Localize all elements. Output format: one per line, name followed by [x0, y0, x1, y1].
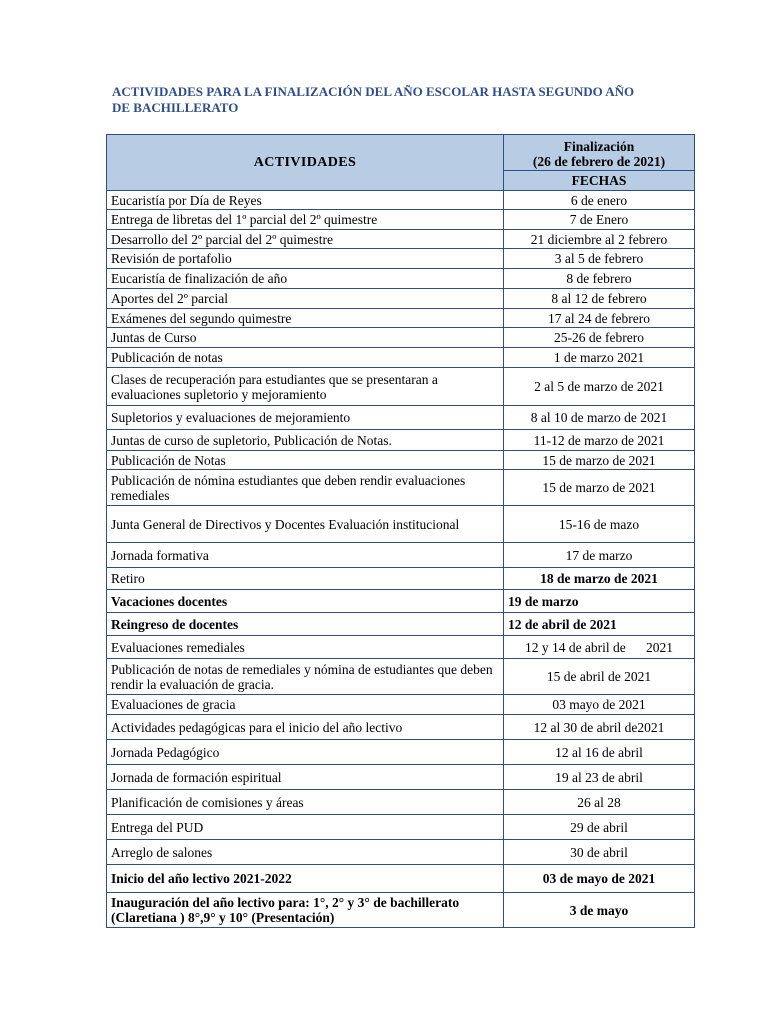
activity-cell: Vacaciones docentes	[107, 590, 504, 613]
activity-cell: Jornada Pedagógico	[107, 740, 504, 765]
date-cell: 8 al 10 de marzo de 2021	[504, 406, 695, 430]
activity-cell: Juntas de Curso	[107, 328, 504, 348]
activity-cell: Junta General de Directivos y Docentes Evaluación institucional	[107, 506, 504, 543]
date-cell: 1 de marzo 2021	[504, 348, 695, 368]
table-row	[107, 659, 695, 695]
table-row	[107, 865, 695, 893]
table-row	[107, 406, 695, 430]
date-cell: 2 al 5 de marzo de 2021	[504, 368, 695, 406]
date-cell: 25-26 de febrero	[504, 328, 695, 348]
date-cell: 12 al 30 de abril de2021	[504, 715, 695, 740]
activity-cell: Reingreso de docentes	[107, 613, 504, 636]
table-row	[107, 506, 695, 543]
table-row	[107, 815, 695, 840]
date-cell: 3 de mayo	[504, 893, 695, 928]
activity-cell: Jornada de formación espiritual	[107, 765, 504, 790]
table-row	[107, 636, 695, 659]
table-row	[107, 715, 695, 740]
activity-cell: Aportes del 2º parcial	[107, 289, 504, 309]
table-row	[107, 893, 695, 928]
table-row	[107, 230, 695, 249]
table-row	[107, 470, 695, 506]
date-cell: 03 de mayo de 2021	[504, 865, 695, 893]
activity-cell: Desarrollo del 2º parcial del 2º quimestre	[107, 230, 504, 249]
activity-cell: Evaluaciones de gracia	[107, 695, 504, 715]
date-cell: 03 mayo de 2021	[504, 695, 695, 715]
table-row	[107, 590, 695, 613]
table-row	[107, 328, 695, 348]
finalization-date: (26 de febrero de 2021)	[532, 153, 666, 169]
activity-cell: Retiro	[107, 568, 504, 590]
activity-cell: Inicio del año lectivo 2021-2022	[107, 865, 504, 893]
activity-cell: Evaluaciones remediales	[107, 636, 504, 659]
date-cell: 15 de marzo de 2021	[504, 470, 695, 506]
table-row	[107, 451, 695, 470]
table-row	[107, 613, 695, 636]
activity-cell: Jornada formativa	[107, 543, 504, 568]
dates-header: FECHAS	[504, 171, 695, 191]
activity-cell: Eucaristía por Día de Reyes	[107, 191, 504, 210]
activities-table	[106, 134, 695, 928]
finalization-header	[504, 135, 695, 171]
table-row	[107, 348, 695, 368]
activity-cell: Entrega de libretas del 1º parcial del 2º quimestre	[107, 210, 504, 230]
table-row	[107, 249, 695, 269]
date-cell: 3 al 5 de febrero	[504, 249, 695, 269]
table-row	[107, 309, 695, 328]
activity-cell: Actividades pedagógicas para el inicio del año lectivo	[107, 715, 504, 740]
activity-cell: Clases de recuperación para estudiantes que se presentaran a evaluaciones supletorio y mejoramiento	[107, 368, 504, 406]
activity-cell: Publicación de nómina estudiantes que deben rendir evaluaciones remediales	[107, 470, 504, 506]
date-cell: 8 de febrero	[504, 269, 695, 289]
date-cell: 7 de Enero	[504, 210, 695, 230]
activity-cell: Entrega del PUD	[107, 815, 504, 840]
activity-cell: Publicación de notas	[107, 348, 504, 368]
table-row	[107, 269, 695, 289]
table-row	[107, 790, 695, 815]
table-row	[107, 543, 695, 568]
date-cell: 29 de abril	[504, 815, 695, 840]
date-cell: 21 diciembre al 2 febrero	[504, 230, 695, 249]
activities-header: ACTIVIDADES	[107, 135, 504, 191]
date-cell: 6 de enero	[504, 191, 695, 210]
activity-cell: Revisión de portafolio	[107, 249, 504, 269]
date-cell: 15 de abril de 2021	[504, 659, 695, 695]
table-row	[107, 430, 695, 451]
date-cell: 12 al 16 de abril	[504, 740, 695, 765]
activity-cell: Publicación de notas de remediales y nómina de estudiantes que deben rendir la evaluación de gracia.	[107, 659, 504, 695]
table-row	[107, 840, 695, 865]
date-cell: 12 y 14 de abril de 2021	[504, 636, 695, 659]
activity-cell: Planificación de comisiones y áreas	[107, 790, 504, 815]
activity-cell: Supletorios y evaluaciones de mejoramiento	[107, 406, 504, 430]
activity-cell: Publicación de Notas	[107, 451, 504, 470]
finalization-label: Finalización	[563, 138, 635, 154]
activity-cell: Juntas de curso de supletorio, Publicación de Notas.	[107, 430, 504, 451]
date-cell: 26 al 28	[504, 790, 695, 815]
table-row	[107, 210, 695, 230]
date-cell: 11-12 de marzo de 2021	[504, 430, 695, 451]
activity-cell: Exámenes del segundo quimestre	[107, 309, 504, 328]
date-cell: 15 de marzo de 2021	[504, 451, 695, 470]
date-cell: 12 de abril de 2021	[504, 613, 695, 636]
date-cell: 8 al 12 de febrero	[504, 289, 695, 309]
table-row	[107, 740, 695, 765]
table-row	[107, 368, 695, 406]
date-cell: 30 de abril	[504, 840, 695, 865]
table-row	[107, 695, 695, 715]
date-cell: 18 de marzo de 2021	[504, 568, 695, 590]
activity-cell: Arreglo de salones	[107, 840, 504, 865]
date-cell: 19 de marzo	[504, 590, 695, 613]
date-cell: 17 al 24 de febrero	[504, 309, 695, 328]
date-cell: 19 al 23 de abril	[504, 765, 695, 790]
document-title: ACTIVIDADES PARA LA FINALIZACIÓN DEL AÑO ESCOLAR HASTA SEGUNDO AÑO DE BACHILLERATO	[112, 84, 635, 115]
table-header-row	[107, 135, 695, 171]
activity-cell: Inauguración del año lectivo para: 1°, 2° y 3° de bachillerato (Claretiana ) 8°,9° y 10° (Presentación)	[107, 893, 504, 928]
date-cell: 15-16 de mazo	[504, 506, 695, 543]
table-row	[107, 568, 695, 590]
table-row	[107, 765, 695, 790]
activity-cell: Eucaristía de finalización de año	[107, 269, 504, 289]
table-row	[107, 191, 695, 210]
date-cell: 17 de marzo	[504, 543, 695, 568]
table-row	[107, 289, 695, 309]
